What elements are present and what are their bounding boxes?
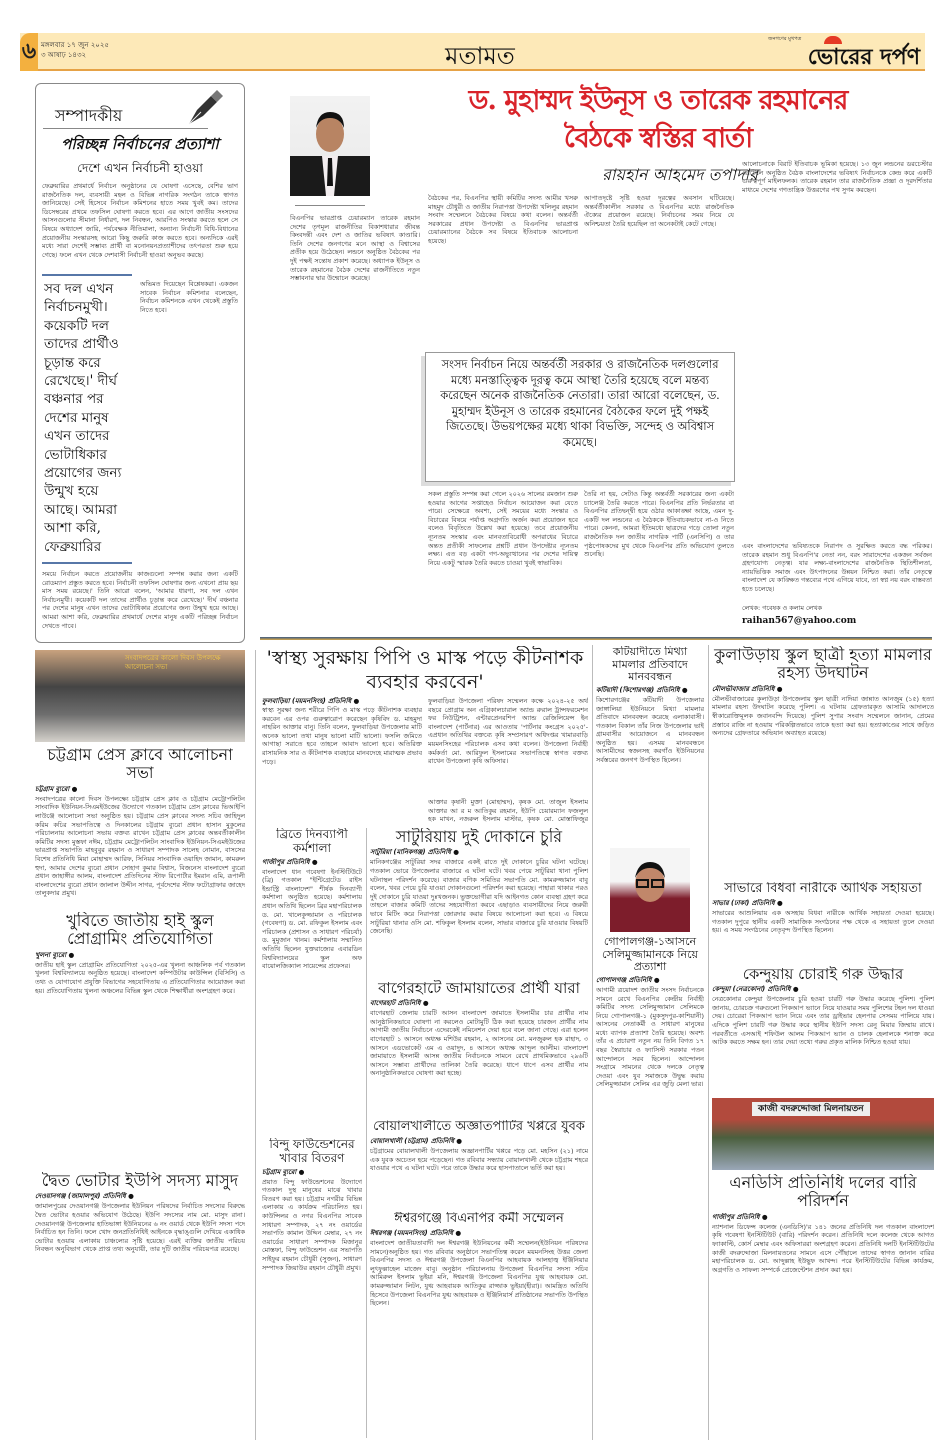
article-gopalganj	[596, 936, 704, 1434]
article-col-2: বৈঠকের পর, বিএনপির স্থায়ী কমিটির সদস্য আমীর খসরু মাহমুদ চৌধুরী ও জাতীয় নিরাপত্তা উপদেষ্টা খলিলুর রহমান সংবাদ সম্মেলনে বৈঠকের বিষয়ে কথা বলেন। অন্তর্বর্তী সরকারের প্রধান উপদেষ্টা ও বিএনপির ভারপ্রাপ্ত চেয়ারম্যানের বৈঠকে সব বিষয়ে ইতিবাচক আলোচনা হয়েছে।	[428, 194, 578, 245]
byline: বোয়ালখালী (চট্টগ্রাম) প্রতিনিধি ●	[370, 1136, 463, 1145]
article-body: স্বাস্থ্য সুরক্ষা জন্য শরীরে পিপি ও মাস্ক পড়ে কীটনাশক ব্যবহার করবেন এর ওপর গুরুত্বারোপ করেছেন কৃষিবিদ ড. মাহমুদা নাহরিন আক্তার বানু। তিনি বলেন, ফুলবাড়িয়া উপজেলার মাটি অনেক ভালো তথা মানুষ ভালো মাটি ভালো। ফসলি জমিতে আগাছা সরাতে হবে তাহলে আবাদ ভালো হবে। অতিরিক্ত রাসায়নিক সার ও কীটনাশক ব্যবহারে মানবদেহে মারাত্মক প্রভাব পড়ে।	[262, 706, 422, 766]
candidate-photo	[610, 848, 690, 932]
byline: ঈশ্বরগঞ্জ (ময়মনসিংহ) প্রতিনিধি ●	[370, 1228, 462, 1237]
logo-tagline: জনগণের মুখপত্র	[768, 36, 802, 42]
banner-caption: সংবাদপত্রের কালো দিবস উপলক্ষে আলোচনা সভা	[125, 654, 221, 671]
headline-kulaura: কুলাউড়ায় স্কুল ছাত্রী হত্যা মামলার রহস্য উদঘাটন	[714, 646, 932, 683]
pesticide-columns	[262, 697, 588, 824]
byline: মৌলভীবাজার প্রতিনিধি ●	[712, 684, 783, 693]
headline-press-club: চট্টগ্রাম প্রেস ক্লাবে আলোচনা সভা	[47, 746, 233, 783]
article-col-3-lower: তৈরি না হয়, সেটাও কিন্তু অন্তর্বর্তী সরকারের জন্য একটা চ্যালেঞ্জ তৈরি করতে পারে। বিএনপির প্রতি নির্ভরতার বা বিএনপির প্রতিদ্বন্দ্বী হয়ে ওঠার আকাঙ্ক্ষা আছে, এমন দু-একটি দল লন্ডনের এ বৈঠককে ইতিবাচকভাবে না-ও নিতে পারে। কেননা, আমরা ইতিমধ্যে ছাত্রদের গড়ে তোলা নতুন রাজনৈতিক দল জাতীয় নাগরিক পার্টি (এনসিপি) ও তার পৃষ্ঠপোষকদের মুখ থেকে বিএনপির প্রতি অভিযোগ তুলতে শুনেছি।	[584, 490, 734, 559]
person-image	[290, 96, 370, 196]
byline: চট্টগ্রাম ব্যুরো ●	[35, 784, 78, 793]
wide-news-column	[370, 828, 588, 1438]
logo-text: ভোরের দর্পণ	[807, 44, 920, 70]
pesticide-col-2	[428, 697, 588, 824]
article-body: জাতীয় হাই স্কুল প্রোগ্রামিং প্রতিযোগিতা ২০২৫-এর খুলনা আঞ্চলিক পর্ব গতকাল খুলনা বিশ্ববিদ্যালয়ে অনুষ্ঠিত হয়েছে। বাংলাদেশ কম্পিউটার কাউন্সিল (বিসিসি) ও তথ্য ও যোগাযোগ প্রযুক্তি বিভাগের সহযোগিতায় এ প্রতিযোগিতার আয়োজন করা হয়। প্রতিযোগিতায় খুলনা অঞ্চলের বিভিন্ন স্কুল থেকে শিক্ষার্থীরা অংশগ্রহণ করে।	[35, 960, 245, 995]
headline-theft: সাটুরিয়ায় দুই দোকানে চুরি	[395, 828, 563, 846]
article-body-2: ফুলবাড়িয়া উপজেলা পরিষদ সম্মেলন কক্ষে ২০২৪-২৫ অর্থ বছরে প্রোগ্রাম অন এগ্রিকালচারাল অ্যান্ড রুরাল ট্রান্সফরমেশন ফর নিউট্রিশন, এন্টারপ্রেনরশিপ অ্যান্ড রেজিলিয়েন্স ইন বাংলাদেশ (পার্টনার) এর আওতায় 'পার্টনার কংগ্রেস ২০২৫'-এপ্রধান অতিথির বক্তব্যে কৃষি সম্প্রসারণ অধিদপ্তর খামারবাড়ি ময়মনসিংহের পরিচালক এসব কথা বলেন। উপজেলা নির্বাহী কর্মকর্তা মো. আরিফুল ইসলামের সভাপতিত্বে স্বাগত বক্তব্য রাখেন উপজেলা কৃষি অফিসার।	[428, 697, 588, 766]
article-programming	[35, 912, 245, 1168]
sun-icon	[824, 36, 842, 44]
headline-ndc: এনডিসি প্রতিনিধি দলের বারি পরিদর্শন	[729, 1174, 917, 1211]
article-dual-voter	[35, 1172, 245, 1440]
article-cattle	[712, 966, 934, 1094]
right-news-column	[712, 646, 934, 1438]
divider	[42, 562, 132, 564]
byline: খুলনা ব্যুরো ●	[35, 950, 75, 959]
headline-programming: খুবিতে জাতীয় হাই স্কুল প্রোগ্রামিং প্রতিযোগিতা	[66, 912, 214, 949]
person-image	[610, 848, 690, 932]
article-body: বাগেরহাট জেলায় চারটি আসন বাংলাদেশ জামাতে ইসলামীর চার প্রার্থীর নাম আনুষ্ঠানিকভাবে ঘোষণা না করলেও মোটামুটি ঠিক করা হয়েছে চারজন প্রার্থীর নাম আগামী জাতীয় নির্বাচনে এদেরকেই নমিনেশন দেয়া হবে বলে জানা গেছে। এরা হলেন বাগেরহাট ১ আসনে অধ্যক্ষ মশিউর রহমান, ২ আসনের মো. মনজুরুল হক রাহাদ, ৩ আসনে এডভোকেট এম এ ওয়াদুদ, ৪ আসনে অধ্যক্ষ আব্দুল আলীম। বাংলাদেশ জামায়াতে ইসলামী আসন্ন জাতীয় নির্বাচনকে সামনে রেখে প্রাথমিকভাবে ২৯৬টি আসনে সম্ভাব্য প্রার্থীদের তালিকা তৈরি করেছে। ধাপে ধাপে এসব প্রার্থীর নাম অনানুষ্ঠানিকভাবে ঘোষণা করা হচ্ছে।	[370, 1009, 588, 1078]
highlight-quote-text: সংসদ নির্বাচন নিয়ে অন্তর্বর্তী সরকার ও রাজনৈতিক দলগুলোর মধ্যে মনস্তাত্ত্বিক দূরত্ব কমে আস্থা তৈরি হয়েছে বলে মন্তব্য করেছেন অনেক রাজনৈতিক নেতারা। তারা আরো বলেছেন, ড. মুহাম্মদ ইউনূস ও তারেক রহমানের বৈঠকের ফলে দুই পক্ষই জিতেছে। উভয়পক্ষের মধ্যে থাকা বিভক্তি, সন্দেহ ও অবিশ্বাস কমেছে।	[440, 358, 720, 449]
narrow-news-column	[262, 828, 362, 1438]
editorial-intro: ফেব্রুয়ারির প্রথমার্ধে নির্বাচন অনুষ্ঠানের যে ঘোষণা এসেছে, বেশির ভাগ রাজনৈতিক দল, ব্যবসায়ী মহল ও বিভিন্ন নাগরিক সংগঠন তাকে স্বাগত জানিয়েছে। সেই হিসেবে নির্বাচন কমিশনের হাতে সময় খুবই কম। তাদের ডিসেম্বরের প্রথমে তফসিল ঘোষণা করতে হবে। এর আগে জাতীয় সংসদের আসনগুলোর সীমানা নির্ধারণ, দল নিবন্ধন, আরপিও সংস্কার করতে হলে সে বিষয়ে অধ্যাদেশ জারি, পর্যবেক্ষক নীতিমালা, অন্যান্য নির্বাচনী বিধি-বিধানের প্রয়োজনীয় সংস্কারসহ আরো কিছু জরুরি কাজ করতে হবে। অন্যদিকে এরই মধ্যে সারা দেশেই সম্ভাব্য প্রার্থী বা মনোনয়নপ্রত্যাশীদের তৎপরতা শুরু হয়ে গেছে। ফলে এখন থেকে দেশবাসী নির্বাচনী হাওয়া অনুভব করছে।	[42, 182, 238, 259]
headline-workshop: ব্রিতে দিনব্যাপী কর্মশালা	[276, 828, 348, 855]
article-widow-aid	[712, 882, 934, 962]
article-body: নেত্রকোনার কেন্দুয়া উপজেলায় চুরি হওয়া চারটি গরু উদ্ধার করেছে পুলিশ। পুলিশ জানায়, চোরচক্র গরুগুলো পিকআপ ভ্যানে নিয়ে যাওয়ার সময় পুলিশের টহল দল ধাওয়া দেয়। চোরেরা পিকআপ ভ্যান নিয়ে এবং তার ড্রাইভার হেলপার সেসময় পালিয়ে যায়। এদিকে পুলিশ চারটি গরু উদ্ধার করে স্থানীয় ইউপি সদস্য রেনু মিয়ার জিম্মায় রাখে। পরবর্তীতে এসআই শফিউল আলম পিকআপ ভ্যান ও চালক হেলালকে শনাক্ত করে আটক করতে সক্ষম হন। তার দেয়া তথ্যে গরুর প্রকৃত মালিক নিশ্চিত হওয়া যায়।	[712, 995, 934, 1047]
byline: চট্টগ্রাম ব্যুরো ●	[262, 1167, 305, 1176]
headline-line-1: ড. মুহাম্মদ ইউনূস ও তারেক রহমানের	[468, 85, 848, 116]
section-divider	[260, 637, 932, 640]
divider	[295, 205, 365, 206]
article-katiadi	[596, 646, 704, 844]
headline-gopalganj: গোপালগঞ্জ-১আসনে সেলিমুজ্জামানকে নিয়ে প্রত্যাশা	[601, 936, 698, 974]
article-col-1: বিএনপির ভারপ্রাপ্ত চেয়ারম্যান তারেক রহমান দেশের তৃণমূল রাজনীতির বিকাশধারার জীবন্ত কিংবদন্তী এবং দেশ ও জাতির ভবিষ্যৎ কাণ্ডারি। তিনি দেশের জনগণের মনে আস্থা ও বিশ্বাসের প্রতীক হয়ে উঠেছেন। লন্ডনে অনুষ্ঠিত বৈঠকের পর দুই পক্ষই সন্তোষ প্রকাশ করেছে। অধ্যাপক ইউনূস ও তারেক রহমানের বৈঠক দেশের রাজনীতিতে নতুন সম্ভাবনার দ্বার উন্মোচন করেছে।	[290, 214, 420, 283]
article-press-club	[35, 746, 245, 908]
article-pesticide	[262, 646, 588, 824]
byline: কটিয়াদী (কিশোরগঞ্জ) প্রতিনিধি ●	[596, 685, 688, 694]
byline: ফুলবাড়িয়া (ময়মনসিংহ) প্রতিনিধি ●	[262, 697, 360, 705]
article-body: আগামী ত্রয়োদশ জাতীয় সংসদ নির্বাচনকে সামনে রেখে বিএনপির কেন্দ্রীয় নির্বাহী কমিটির সদস্য সেলিমুজ্জামান সেলিমকে নিয়ে গোপালগঞ্জ-১ (মুকসুদপুর-কাশিয়ানী) আসনের নেতাকর্মী ও সাধারণ মানুষের মধ্যে ব্যাপক প্রত্যাশা তৈরি হয়েছে। অবশ্য তাঁর এ প্রচারণা নতুন নয় তিনি বিগত ১৭ বছর স্বৈরাচার ও ফ্যাসিস্ট সরকার পতন আন্দোলনে সরব ছিলেন। আন্দোলন সংগ্রামে সামনের থেকে দলকে নেতৃত্ব দেওয়া এবং যুব সমাজকে উদ্বুদ্ধ করায় সেলিমুজ্জামান সেলিম এর জুড়ি মেলা ভার।	[596, 985, 704, 1089]
article-body: কিশোরগঞ্জের কটিয়াদী উপজেলার জাঙ্গালিয়া ইউনিয়নে মিথ্যা মামলার প্রতিবাদে মানববন্ধন করেছে এলাকাবাসী। গতকাল বিকাল তাঁর নিজ উপজেলার ভাই গ্রামবাসীর আয়োজনে এ মানববন্ধন অনুষ্ঠিত হয়। এসময় মানববন্ধনে আসামীদের স্বজনসহ করগাঁও ইউনিয়নের সর্বস্তরের জনগণ উপস্থিত ছিলেন।	[596, 695, 704, 765]
section-title: মতামত	[445, 42, 515, 70]
date-bengali: ৩ আষাঢ় ১৪৩২	[41, 51, 87, 59]
divider	[43, 128, 208, 129]
press-club-photo	[35, 650, 245, 742]
byline: গোপালগঞ্জ প্রতিনিধি ●	[596, 975, 660, 984]
date-block	[41, 40, 109, 60]
byline: কেন্দুয়া (নেত্রকোনা) প্রতিনিধি ●	[712, 985, 799, 994]
article-kulaura	[712, 646, 934, 878]
article-ishwarganj	[370, 1212, 588, 1434]
column-divider	[708, 645, 709, 1440]
article-body: বাংলাদেশ ধান গবেষণা ইনস্টিটিউটে (ব্রি) গতকাল "ইন্টিগ্রেটেড রাইস ইন্ডাস্ট্রি বাংলাদেশ" শীর্ষক দিনব্যাপী কর্মশালা অনুষ্ঠিত হয়েছে। কর্মশালায় প্রধান অতিথি ছিলেন ব্রির মহাপরিচালক ড. মো. খালেকুজ্জামান ও পরিচালক (গবেষণা) ড. মো. রফিকুল ইসলাম এবং পরিচালক (প্রশাসন ও সাধারণ পরিচর্যা) ড. মুমুজান খানম। কর্মশালায় সম্মানিত অতিথি ছিলেন যুক্তরাজ্যের এবারডিন বিশ্ববিদ্যালয়ের স্কুল অফ বায়োলজিক্যাল সায়েন্সের প্রফেসর।	[262, 867, 362, 971]
main-headline	[380, 82, 936, 158]
headline-ishwarganj: ঈশ্বরগঞ্জে বিএনপির কর্মী সম্মেলন	[394, 1212, 564, 1226]
byline: বাগেরহাট প্রতিনিধি ●	[370, 999, 429, 1008]
article-jamaat	[370, 980, 588, 1116]
author-email-link[interactable]: raihan567@yahoo.com	[742, 616, 857, 626]
headline-bindu: বিন্দু ফাউন্ডেশনের খাবার বিতরণ	[269, 1138, 355, 1165]
fountain-pen-icon	[185, 88, 225, 128]
page-number: ৬	[20, 33, 38, 71]
column-divider	[255, 650, 256, 1440]
byline: গাজীপুর প্রতিনিধি ●	[712, 1212, 768, 1221]
article-body: সাভারের আশুলিয়ায় এক অসহায় বিধবা নারীকে আর্থিক সহায়তা দেওয়া হয়েছে। গতকাল দুপুরে স্থানীয় একটি সামাজিক সংগঠনের পক্ষ থেকে এ সহায়তা তুলে দেওয়া হয়। এ সময় সংগঠনের নেতৃবৃন্দ উপস্থিত ছিলেন।	[712, 908, 934, 935]
author-photo	[290, 96, 370, 196]
author-note: লেখক: গবেষক ও কলাম লেখক	[742, 604, 822, 612]
headline-pesticide: 'স্বাস্থ্য সুরক্ষায় পিপি ও মাস্ক পড়ে কীটনাশক ব্যবহার করবেন'	[266, 647, 584, 693]
article-body: মৌলভীবাজারের কুলাউড়া উপজেলায় স্কুল ছাত্রী নাদিয়া জান্নাত আনজুম (১৫) হত্যা মামলার রহস্য উদঘাটন করেছে পুলিশ। এ ঘটনায় গ্রেফতারকৃত আসামি আদালতে স্বীকারোক্তিমূলক জবানবন্দি দিয়েছে। পুলিশ সুপার সংবাদ সম্মেলনে জানান, প্রেমের প্রস্তাবে রাজি না হওয়ায় পরিকল্পিতভাবে তাকে হত্যা করা হয়। হত্যাকাণ্ডের সাথে জড়িত অন্যদের গ্রেফতারে অভিযান অব্যাহত রয়েছে।	[712, 694, 934, 738]
article-body: বাংলাদেশ জাতীয়তাবাদী দল ঈশ্বরগঞ্জ ইউনিয়নের কর্মী সম্মেলন(ইউনিয়ন পরিষদের সামনে)অনুষ্ঠিত হয়। গত রবিবার অনুষ্ঠানে সভাপতিত্ব করেন ময়মনসিংহ উত্তর জেলা বিএনপির সদস্য ও ঈশ্বরগঞ্জ উপজেলা বিএনপির আহবায়ক আলহাজ্ব ইঞ্জিনিয়ার লুৎফুল্লাহেল মাজেদ বাবু। অনুষ্ঠান পরিচালনায় উপজেলা বিএনপির সদস্য সচিব আমিরুল ইসলাম ভুইয়া মনি, ঈশ্বরগঞ্জ উপজেলা বিএনপির যুগ্ম আহবায়ক মো. কামরুজ্জামান লিটন, যুগ্ম আহবায়ক আতিকুর রাজ্জাক ভুইয়া(হীরা)। আমন্ত্রিত অতিথি হিসেবে উপজেলা বিএনপির যুগ্ম আহবায়ক ও ইঞ্জিনিয়ার্স প্রতিষ্ঠানের সভাপতি উপস্থিত ছিলেন।	[370, 1238, 588, 1308]
editorial-title: পরিচ্ছন্ন নির্বাচনের প্রত্যাশা	[61, 135, 219, 153]
headline-dual-voter: দ্বৈত ভোটার ইউপি সদস্য মাসুদ	[41, 1172, 239, 1190]
column-divider	[592, 645, 593, 1440]
headline-boalkhali: বোয়ালখালীতে অজ্ঞাতপার্টির খপ্পরে যুবক	[373, 1120, 585, 1134]
article-boalkhali	[370, 1120, 588, 1208]
date-gregorian: মঙ্গলবার ১৭ জুন ২০২৫	[41, 41, 109, 49]
article-workshop	[262, 828, 362, 1134]
ndc-group-photo	[712, 1098, 934, 1170]
article-body: চট্টগ্রামের বোয়ালখালী উপজেলায় অজ্ঞানপার্টির খপ্পরে পড়ে মো. মহসিন (২১) নামে এক যুবক অচেতন হয়ে পড়েছেন। গত রবিবার সন্ধ্যায় বোয়ালখালী থেকে চট্টগ্রাম শহরে যাওয়ার পথে এ ঘটনা ঘটে। পরে তাকে উদ্ধার করে হাসপাতালে ভর্তি করা হয়।	[370, 1146, 588, 1173]
byline: দেওয়ানগঞ্জ (জামালপুর) প্রতিনিধি ●	[35, 1192, 134, 1201]
divider	[42, 274, 132, 276]
article-body: মানিকগঞ্জের সাটুরিয়া সদর বাজারে একই রাতে দুই দোকানে চুরির ঘটনা ঘটেছে। গতকাল ভোরে উপজেলার বাজারে এ ঘটনা ঘটে। খবর পেয়ে সাটুরিয়া থানা পুলিশ ঘটনাস্থল পরিদর্শন করেছে। বাজার বণিক সমিতির সভাপতি মো. কামরুজ্জামান বাবু বলেন, খবর পেয়ে চুরি যাওয়া দোকানগুলো পরিদর্শন করা হয়েছে। পাহারা থাকার পরও দুই দোকানে চুরি যাওয়া দুঃখজনক। ভুক্তভোগীরা যদি আইনগত কোন ব্যবস্থা গ্রহণ করে তাহলে বাজার কমিটি তাদের সহযোগীতা করবে এছাড়াও ব্যবসায়ীদের নিয়ে জরুরী ভাবে মিটিং করে নিরাপত্তা জোরদার করার বিষয়ে আলোচনা করা হবে। এ বিষয়ে সাটুরিয়া থানার ওসি মো. শফিকুল ইসলাম বলেন, সাভার বাজারে চুরি যাওয়ার বিষয়টি জেনেছি।	[370, 858, 588, 936]
katiadi-gopalganj-column	[596, 646, 704, 1438]
left-news-column	[35, 650, 245, 1440]
article-body: জামালপুরের দেওয়ানগঞ্জ উপজেলার ইউনিয়ন পরিষদের নির্বাচিত সদস্যের বিরুদ্ধে দ্বৈত ভোটার হওয়ার অভিযোগ উঠেছে। ইউপি সদস্যের নাম মো. মাসুদ রানা। দেওয়ানগঞ্জ উপজেলার হাতিভাঙ্গা ইউনিয়নের ৬ নং ওয়ার্ড থেকে ইউপি সদস্য পদে নির্বাচিত হন তিনি। ফলে খোদ জনপ্রতিনিধিই আইনকে বৃদ্ধাঙ্গুলি দেখিয়ে একাধিক ভোটার হওয়ায় এলাকায় চাঞ্চল্যের সৃষ্টি হয়েছে। এরই ব্যক্তির জাতীয় পরিচয় নিবন্ধন অনুবিভাগ থেকে প্রাপ্ত তথ্য অনুযায়ী, তার দুটি জাতীয় পরিচয়পত্র রয়েছে।	[35, 1202, 245, 1254]
article-col-4: আলোচনাকে বিরাট ইতিবাচক ভূমিকা হয়েছে। ১৩ জুন লন্ডনের ডরচেস্টার হোটেলে অনুষ্ঠিত বৈঠক বাংলাদেশের ভবিষ্যৎ নির্বাচনকে কেন্দ্র করে একটি গুরুত্বপূর্ণ মাইলফলক। তারেক রহমান তার রাজনৈতিক প্রজ্ঞা ও দূরদর্শিতার মাধ্যমে দেশের গণতান্ত্রিক উত্তরণের পথ সুগম করছেন।	[742, 160, 932, 194]
highlight-quote-box	[425, 352, 735, 482]
building-sign: কাজী বদরুদ্দোজা মিলনায়তন	[752, 1102, 870, 1116]
column-divider	[366, 828, 367, 1438]
article-col-3: আপাতদৃষ্টে সৃষ্টি হওয়া দূরত্বের অবসান ঘটিয়েছে। অন্তর্বর্তীকালীন সরকার ও বিএনপির মধ্যে রাজনৈতিক ঐক্যের প্রয়োজন রয়েছে। নির্বাচনের সময় নিয়ে যে অনিশ্চয়তা তৈরি হয়েছিল তা অনেকটাই কেটে গেছে।	[584, 194, 734, 228]
byline: সাভার (ঢাকা) প্রতিনিধি ●	[712, 898, 783, 907]
article-body: প্রয়াত বিন্দু ফাউন্ডেশনের উদ্যোগে গতকাল দুস্থ মানুষের মাঝে খাবার বিতরণ করা হয়। চট্টগ্রাম নগরীর বিভিন্ন এলাকায় এ কার্যক্রম পরিচালিত হয়। কাউন্সিলর ও নগর বিএনপির সাবেক সাধারণ সম্পাদক, ২৭ নং ওয়ার্ডের সভাপতি কামাল উদ্দিন মেম্বার, ২৭ নং ওয়ার্ডের সাধারণ সম্পাদক মিজানুর মোস্তফা, বিন্দু ফাউন্ডেশন এর সভাপতি সাইফুর রহমান চৌধুরী (সুজন), সাধারণ সম্পাদক জিয়াউর রহমান চৌধুরী প্রমুখ।	[262, 1177, 362, 1272]
editorial-label: সম্পাদকীয়	[55, 106, 123, 125]
editorial-body-end: সময়ে নির্বাচন করতে প্রয়োজনীয় কাজগুলো সম্পন্ন করার জন্য একটি রোডম্যাপ প্রস্তুত করতে হবে। নির্বাচনী তফসিল ঘোষণার জন্য এখনো প্রায় ছয় মাস সময় রয়েছে।' তিনি আরো বলেন, 'আমার ধারণা, সব দল এখন নির্বাচনমুখী। কয়েকটি দল তাদের প্রার্থীও চূড়ান্ত করে রেখেছে।' দীর্ঘ বঞ্চনার পর দেশের মানুষ এখন তাদের ভোটাধিকার প্রয়োগের জন্য উন্মুখ হয়ে আছে। আমরা আশা করি, ফেব্রুয়ারির প্রথমার্ধে দেশের মানুষ একটি পরিচ্ছন্ন নির্বাচন দেখতে পাবে।	[42, 570, 238, 630]
pull-quote: সব দল এখন নির্বাচনমুখী। কয়েকটি দল তাদের প্রার্থীও চূড়ান্ত করে রেখেছে।' দীর্ঘ বঞ্চনার পর দেশের মানুষ এখন তাদের ভোটাধিকার প্রয়োগের জন্য উন্মুখ হয়ে আছে। আমরা আশা করি, ফেব্রুয়ারির	[44, 281, 122, 555]
editorial-subtitle: দেশে এখন নির্বাচনী হাওয়া	[77, 161, 203, 175]
article-body: ন্যাশনাল ডিফেন্স কলেজ (এনডিসি)'র ১৪১ জনের প্রতিনিধি দল গতকাল বাংলাদেশ কৃষি গবেষণা ইনস্টিটিউট (বারি) পরিদর্শন করেন। প্রতিনিধি দলে কলেজ থেকে আগত ফ্যাকাল্টি, কোর্স মেম্বার এবং অফিসাররা অংশগ্রহণ করেন। প্রতিনিধি দলটি ইনস্টিটিউটের কাজী বদরুদ্দোজা মিলনায়তনের সামনে এসে পৌঁছালে তাদের স্বাগত জানান বারির মহাপরিচালক ড. মো. আব্দুল্লাহ ইউছুফ আখন্দ। পরে ইনস্টিটিউটের বিভিন্ন কার্যক্রম, অগ্রগতি ও সাফল্য সম্পর্কে প্রেজেন্টেশন প্রদান করা হয়।	[712, 1222, 934, 1274]
article-ndc	[712, 1174, 934, 1434]
pesticide-col-1	[262, 697, 422, 824]
article-col-4-end: এবং বাংলাদেশের ভবিষ্যতকে নিরাপদ ও সুরক্ষিত করতে বদ্ধ পরিকর। তারেক রহমান শুধু বিএনপি'র নেতা নন, বরং সারাদেশের একজন সর্বজন গ্রহণযোগ্য নেতৃত্ব। যার লক্ষ্য-বাংলাদেশের রাজনৈতিক স্থিতিশীলতা, ন্যায়ভিত্তিক সমাজ এবং উৎপাদনের উন্নয়ন নিশ্চিত করা। তাঁর নেতৃত্বে বাংলাদেশ যে কাঙ্ক্ষিত গন্তব্যের পথে এগিয়ে যাবে, তা স্বপ্ন নয় বরং বাস্তবতা হতে চলেছে।	[742, 542, 932, 593]
headline-katiadi: কটিয়াদীতে মিথ্যা মামলার প্রতিবাদে মানববন্ধন	[612, 646, 688, 684]
editorial-body-col: অভিমত দিয়েছেন বিশ্লেষকরা। একজন সাবেক নির্বাচন কমিশনার বলেছেন, নির্বাচন কমিশনকে এখন থেকেই প্রস্তুতি নিতে হবে।	[140, 280, 238, 314]
article-col-2-lower: সকল প্রস্তুতি সম্পন্ন করা গেলে ২০২৬ সালের রমজান শুরু হওয়ার আগের সপ্তাহেও নির্বাচন আয়োজন করা যেতে পারে। সেক্ষেত্রে অবশ্য, সেই সময়ের মধ্যে সংস্কার ও বিচারের বিষয়ে পর্যাপ্ত অগ্রগতি অর্জন করা প্রয়োজন হবে বলেও বিবৃতিতে উল্লেখ করা হয়েছে। তবে প্রয়োজনীয় ন্যূনতম সংস্কার এবং মানবতাবিরোধী অপরাধের বিচারে অন্তত প্রতীকী সাফল্যের প্রশ্নটি প্রধান উপদেষ্টার ন্যূনতম লক্ষ্য। এত বড় একটা গণ-অভ্যুত্থানের পর দেশের দায়িত্ব নিয়ে একটু স্মারক তৈরি করতে চাওয়া খুবই স্বাভাবিক।	[428, 490, 578, 567]
article-bindu	[262, 1138, 362, 1436]
headline-line-2: বৈঠকে স্বস্তির বার্তা	[563, 123, 753, 154]
headline-cattle: কেন্দুয়ায় চোরাই গরু উদ্ধার	[742, 966, 904, 983]
byline: সাটুরিয়া (মানিকগঞ্জ) প্রতিনিধি ●	[370, 848, 459, 857]
article-theft	[370, 828, 588, 976]
byline: গাজীপুর প্রতিনিধি ●	[262, 857, 318, 866]
article-body-tail: আক্তার কৃষানী মুক্তা (মোহাম্মদ), কৃষক মো. তাজুল ইসলাম আক্তার আ র ম আতিকুর রহমান, ইউপি চেয়ারম্যান ফজলুল হক মাখন, নজরুল ইসলাম মাস্টার, কৃষক মো. মোস্তাফিজুর	[428, 798, 588, 824]
newspaper-logo[interactable]	[760, 36, 920, 70]
author-name: রায়হান আহমেদ তপাদার	[602, 165, 758, 184]
headline-jamaat: বাগেরহাটে জামায়াতের প্রার্থী যারা	[378, 980, 580, 997]
headline-widow-aid: সাভারে বিধবা নারীকে আর্থিক সহায়তা	[724, 882, 922, 896]
article-body: সংবাদপত্রের কালো দিবস উপলক্ষ্যে চট্টগ্রাম প্রেস ক্লাব ও চট্টগ্রাম মেট্রোপলিটন সাংবাদিক ইউনিয়ন-সিএমইউজের উদ্যোগে গতকাল চট্টগ্রাম প্রেস ক্লাবের ভিআইপি লাউঞ্জে আলোচনা সভা অনুষ্ঠিত হয়। চট্টগ্রাম প্রেস ক্লাবের সদস্য সচিব জাহিদুল করিম কচির সভাপতিত্বে ও দিনকালের চট্টগ্রাম ব্যুরো প্রধান হাসান মুকুলের পরিচালনায় আলোচনা সভায় বক্তব্য রাখেন চট্টগ্রাম প্রেস ক্লাবের অন্তবর্তীকালীন কমিটির সদস্য মুস্তফা নঈম, চট্টগ্রাম মেট্রোপলিটন সাংবাদিক ইউনিয়ন-সিএমইউজের ভারপ্রাপ্ত সভাপতি মাহবুবুর রহমান ও সাধারণ সম্পাদক সালেহ নোমান, বাসসের বিশেষ প্রতিনিধি মিয়া মোহাম্মদ আরিফ, সিনিয়র সাংবাদিক ওয়াহিদ জামান, কামরুল হুদা, আমার দেশের ব্যুরো প্রধান সোহাগ কুমার বিশ্বাস, বিজনেস বাংলাদেশ ব্যুরো প্রধান জাহাঙ্গীর আলম, বাংলাদেশ প্রতিদিনের স্টাফ রিপোর্টার ইমরান এমি, রূপালী বাংলাদেশের ব্যুরো প্রধান জালাল উদ্দীন সাগর, পূর্বদেশের স্টাফ ফটোগ্রাফার জাহেদ তালুকদার প্রমুখ।	[35, 794, 245, 898]
